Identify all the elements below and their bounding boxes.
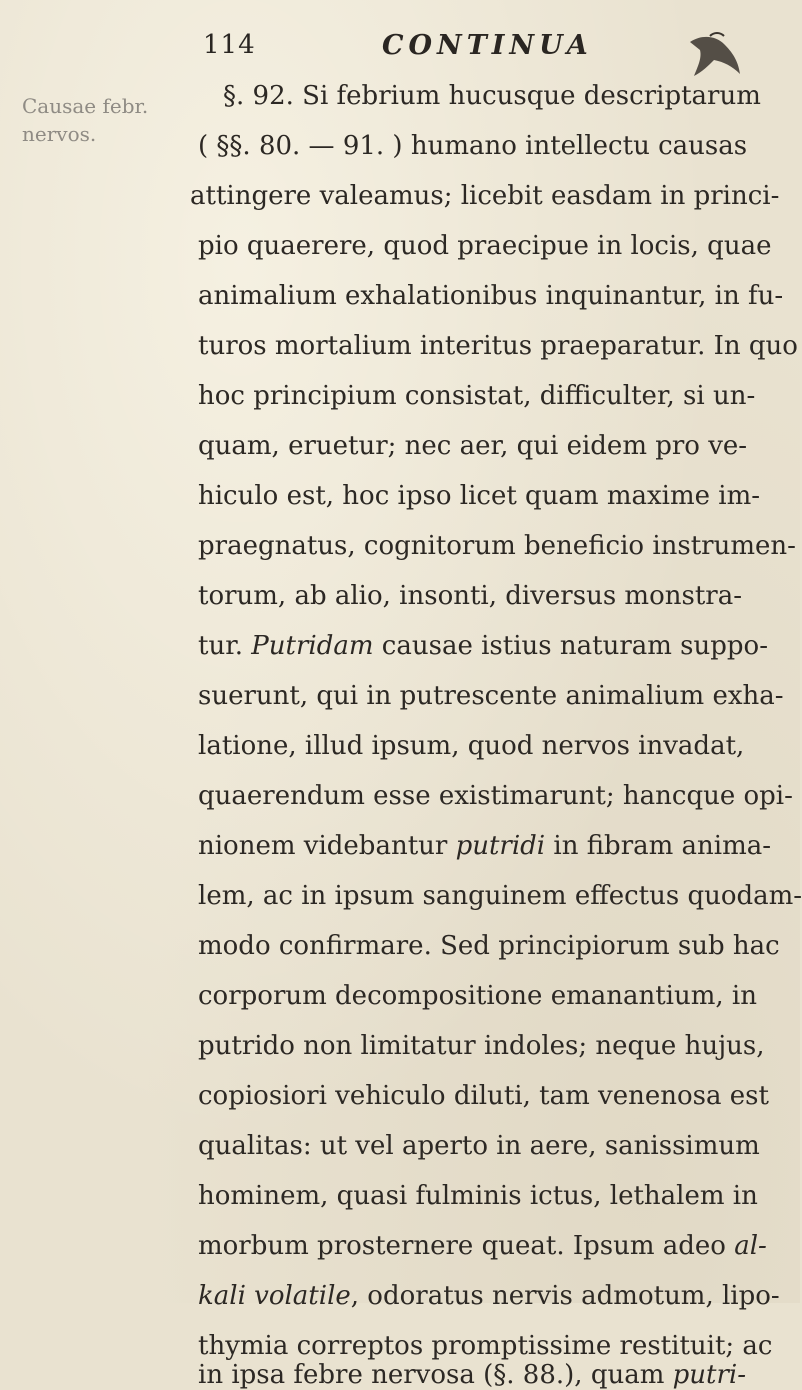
text-line: nionem videbantur putridi in fibram anima- bbox=[198, 831, 772, 861]
text-line: putrido non limitatur indoles; neque hujus, bbox=[198, 1031, 765, 1061]
margin-note bbox=[22, 92, 172, 148]
text-line: in ipsa febre nervosa (§. 88.), quam putri- bbox=[198, 1360, 747, 1390]
margin-note-line: nervos. bbox=[22, 122, 97, 146]
text-line: pio quaerere, quod praecipue in locis, quae bbox=[198, 231, 772, 261]
text-line: torum, ab alio, insonti, diversus monstra- bbox=[198, 581, 742, 611]
text-line: corporum decompositione emanantium, in bbox=[198, 981, 757, 1011]
text-line: ( §§. 80. — 91. ) humano intellectu causas bbox=[198, 131, 748, 161]
text-line: §. 92. Si febrium hucusque descriptarum bbox=[223, 81, 761, 111]
text-line: lem, ac in ipsum sanguinem effectus quodam- bbox=[198, 881, 802, 911]
text-line: turos mortalium interitus praeparatur. In quo bbox=[198, 331, 798, 361]
text-line: tur. Putridam causae istius naturam suppo- bbox=[198, 631, 768, 661]
text-line: attingere valeamus; licebit easdam in princi- bbox=[190, 181, 780, 211]
page-number: 114 bbox=[203, 30, 256, 60]
text-line: hominem, quasi fulminis ictus, lethalem in bbox=[198, 1181, 758, 1211]
text-line: animalium exhalationibus inquinantur, in fu- bbox=[198, 281, 784, 311]
text-line: latione, illud ipsum, quod nervos invadat, bbox=[198, 731, 745, 761]
text-line: suerunt, qui in putrescente animalium exha- bbox=[198, 681, 784, 711]
text-line: kali volatile, odoratus nervis admotum, lipo- bbox=[198, 1281, 780, 1311]
text-line: hoc principium consistat, difficulter, si un- bbox=[198, 381, 756, 411]
text-line: qualitas: ut vel aperto in aere, sanissimum bbox=[198, 1131, 760, 1161]
text-line: modo confirmare. Sed principiorum sub hac bbox=[198, 931, 780, 961]
margin-note-line: Causae febr. bbox=[22, 94, 149, 118]
text-line: quam, eruetur; nec aer, qui eidem pro ve- bbox=[198, 431, 748, 461]
text-line: hiculo est, hoc ipso licet quam maxime im- bbox=[198, 481, 761, 511]
text-line: thymia correptos promptissime restituit; ac bbox=[198, 1331, 773, 1361]
running-head: CONTINUA bbox=[382, 30, 593, 61]
text-line: morbum prosternere queat. Ipsum adeo al- bbox=[198, 1231, 767, 1261]
text-line: copiosiori vehiculo diluti, tam venenosa est bbox=[198, 1081, 769, 1111]
text-line: praegnatus, cognitorum beneficio instrumen- bbox=[198, 531, 796, 561]
page-header bbox=[0, 30, 800, 70]
text-line: quaerendum esse existimarunt; hancque opi- bbox=[198, 781, 793, 811]
